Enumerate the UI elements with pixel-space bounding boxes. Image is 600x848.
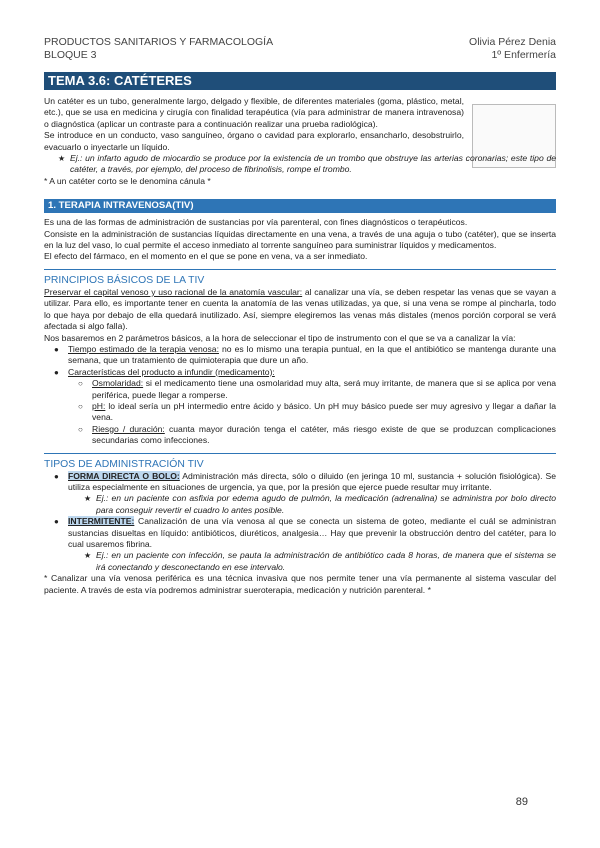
list-item-label: Tiempo estimado de la terapia venosa: [68,343,219,354]
main-content [44,96,556,596]
sub-list-item [78,401,556,424]
course-name: PRODUCTOS SANITARIOS Y FARMACOLOGÍA [44,36,274,48]
sub-list-item-label: Riesgo / duración: [92,423,165,434]
subheading-types: TIPOS DE ADMINISTRACIÓN TIV [44,458,204,470]
list-item-text: no es lo mismo una terapia puntual, en la que el antibiótico se mantenga durante una semana, que un tratamiento de quimioterapia que dure un año. [68,343,556,366]
tiv-paragraph-3: El efecto del fármaco, en el momento en el que se pone en vena, va a ser inmediato. [44,251,368,262]
sub-list-item-text: cuanta mayor duración tenga el catéter, más riesgo existe de que se produzcan complicaciones secundarias como infecciones. [92,423,556,446]
disc-bullet-icon: ● [54,344,59,354]
section-divider [44,453,556,454]
list-item [54,471,556,494]
subheading-principles: PRINCIPIOS BÁSICOS DE LA TIV [44,274,205,286]
list-item-text: Administración más directa, sólo o diluido (en jeringa 10 ml, sustancia + solución fisiológica). Se utiliza especialmente en situaciones de urgencia, ya que, por la presión que ejerce puede resultar muy irritante. [68,470,556,492]
page-header-left [44,36,273,62]
list-item [54,367,556,378]
circle-bullet-icon: ○ [78,424,83,434]
sub-list-item [78,378,556,401]
star-bullet-icon: ★ [84,494,92,504]
principles-lead-underlined: Preservar el capital venoso y uso racional de la anatomía vascular: [44,286,303,297]
page-number: 89 [515,796,528,808]
title-bar [44,72,556,90]
disc-bullet-icon: ● [54,471,59,481]
author-name: Olivia Pérez Denia [469,36,556,48]
intro-example-text: Ej.: un infarto agudo de miocardio se produce por la existencia de un trombo que obstruye las arterias coronarias; este tipo de catéter, a través, por ejemplo, del proceso de fibrinolisis, rompe el trombo. [70,153,556,175]
principles-lead-text: al canalizar una vía, se deben respetar las venas que se vayan a utilizar. Para ello, es importante tener en cuenta la anatomía de las venas utilizadas, ya que, si una vena se rompe al pincharla, todo lo que haya por debajo de ella quedará inutilizado. Así, siempre elegiremos las venas más distales (menos porción corporal se verá afectada si algo falla). [44,286,556,332]
example-text: Ej.: en un paciente con asfixia por edema agudo de pulmón, la medicación (adrenalina) se administra por bolo directo para conseguir revertir el cuadro lo antes posible. [96,493,556,515]
tiv-paragraph-2: Consiste en la administración de sustancias líquidas directamente en una vena, a través de una aguja o tubo (catéter), que se inserta en la luz del vaso, lo cual permite el acceso inmediato al torrente sanguíneo para suministrar líquidos y medicamentos. [44,228,556,251]
intro-paragraph-2: Se introduce en un conducto, vaso sanguíneo, órgano o cavidad para explorarlo, ensancharlo, desobstruirlo, evacuarlo o inyectarle un líquido. [44,130,464,152]
highlighted-label: INTERMITENTE: [68,516,135,527]
sub-list-item [78,424,556,447]
principles-paragraph-2: Nos basaremos en 2 parámetros básicos, a la hora de seleccionar el tipo de instrumento con el que se va a canalizar la vía: [44,332,516,343]
list-item [54,344,556,367]
disc-bullet-icon: ● [54,367,59,377]
page-header-right [469,36,556,62]
list-item-label: Características del producto a infundir (medicamento): [68,366,275,377]
section-divider [44,269,556,270]
types-note: * Canalizar una vía venosa periférica es una técnica invasiva que nos permite tener una vía permanente al sistema vascular del paciente. A través de esta vía podremos administrar sueroterapia, medicación y nutrición parenteral. * [44,573,556,595]
sub-list-item-label: Osmolaridad: [92,378,144,389]
circle-bullet-icon: ○ [78,401,83,411]
tiv-paragraph-1: Es una de las formas de administración de sustancias por vía parenteral, con fines diagnósticos o terapéuticos. [44,217,468,228]
intro-example [58,153,556,176]
block-name: BLOQUE 3 [44,49,97,61]
example-item [84,550,556,573]
sub-list-item-text: lo ideal sería un pH intermedio entre ácido y básico. Un pH muy básico puede ser muy agresivo y llegar a dañar la vena. [92,400,556,423]
sub-list-item-text: si el medicamento tiene una osmolaridad muy alta, será muy irritante, de manera que si se aplica por vena periférica, puede llegar a romperse. [92,378,556,400]
course-year: 1º Enfermería [491,49,556,61]
circle-bullet-icon: ○ [78,379,83,389]
intro-paragraph-1: Un catéter es un tubo, generalmente largo, delgado y flexible, de diferentes materiales (goma, plástico, metal, etc.), que se usa en medicina y cirugía con finalidad terapéutica (vía para administrar de manera intravenosa) o diagnóstica (aplicar un contraste para a continuación realizar una prueba radiológica). [44,96,464,129]
page-title: TEMA 3.6: CATÉTERES [48,73,192,88]
principles-paragraph-1 [44,287,556,333]
section-heading-tiv: 1. TERAPIA INTRAVENOSA(TIV) [44,199,556,213]
highlighted-label: FORMA DIRECTA O BOLO: [68,470,180,481]
list-item [54,516,556,550]
star-bullet-icon: ★ [58,154,66,164]
example-text: Ej.: en un paciente con infección, se pauta la administración de antibiótico cada 8 horas, de manera que el sistema se irá conectando y desconectando en ese intervalo. [96,550,556,572]
sub-list-item-label: pH: [92,400,106,411]
example-item [84,493,556,516]
disc-bullet-icon: ● [54,517,59,527]
star-bullet-icon: ★ [84,551,92,561]
list-item-text: Canalización de una vía venosa al que se conecta un sistema de goteo, mediante el cuál se administran sustancias disueltas en líquido: antibióticos, diuréticos, analgesia… Hay que prevenir la obstrucción dentro del catéter, para lo cual usaremos fibrina. [68,516,556,549]
intro-note: * A un catéter corto se le denomina cánula * [44,175,211,186]
